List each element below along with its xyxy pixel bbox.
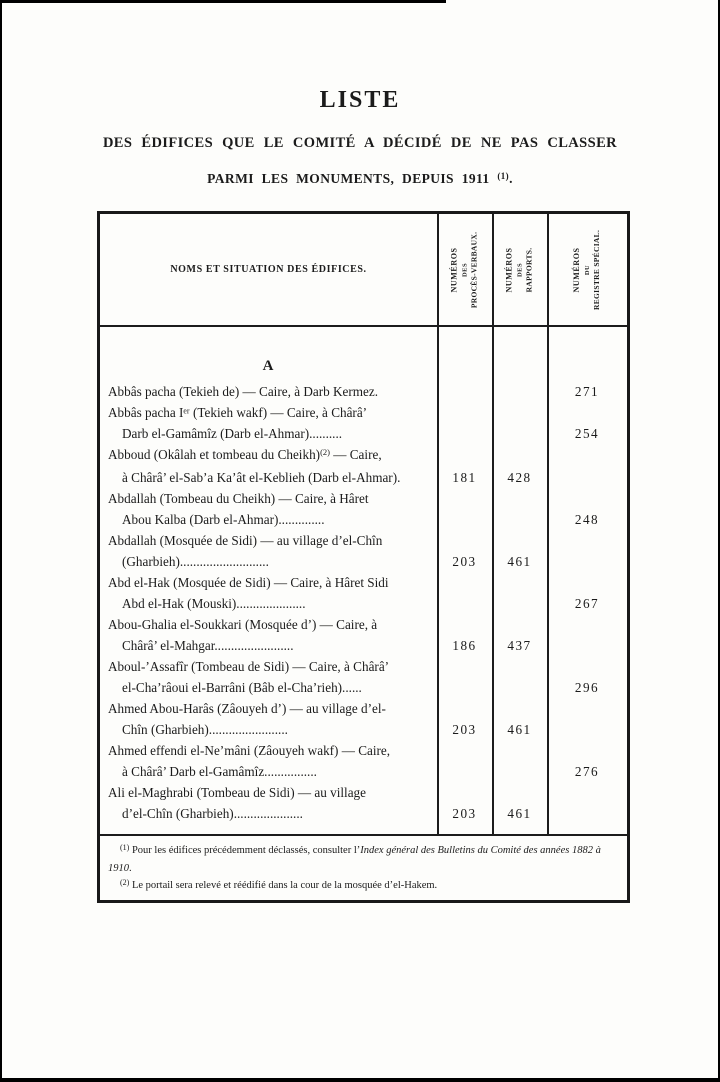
table-row: [100, 381, 627, 402]
edifice-name: [100, 488, 437, 530]
edifice-name: [100, 402, 437, 444]
registre-number: 271: [574, 384, 600, 399]
subtitle-line2: [0, 171, 720, 187]
row-line: Ahmed Abou-Harâs (Zâouyeh d’) — au village d’el-: [108, 701, 386, 716]
column-header-pv: [437, 214, 492, 325]
footnote: [108, 877, 621, 895]
header-word: DES: [516, 262, 524, 277]
section-letter: A: [262, 358, 275, 374]
pv-number: [437, 572, 492, 614]
column-header-registre: [547, 214, 627, 325]
header-word: NUMÉROS: [572, 246, 582, 293]
rapport-number: 461: [507, 806, 532, 821]
scan-edge-left: [0, 0, 2, 1082]
row-line: Abd el-Hak (Mosquée de Sidi) — Caire, à Hâret Sidi: [108, 575, 389, 590]
row-line: Abdallah (Mosquée de Sidi) — au village d’el-Chîn: [108, 533, 383, 548]
row-line: Abd el-Hak (Mouski).....................: [122, 596, 306, 611]
edifice-name: [100, 782, 437, 824]
registre-number: [547, 530, 627, 572]
row-line-text: Abboud (Okâlah et tombeau du Cheikh): [108, 447, 321, 462]
footnote-ref: (1): [120, 843, 130, 852]
table-row: [100, 614, 627, 656]
row-line: Abbâs pacha (Tekieh de) — Caire, à Darb Kermez.: [108, 384, 379, 399]
pv-number: 203: [452, 806, 477, 821]
pv-number: 181: [452, 470, 477, 485]
rapport-number: 461: [507, 722, 532, 737]
footnote-text: Pour les édifices précédemment déclassés, consulter l’: [129, 845, 361, 856]
row-line: (Gharbieh)...........................: [122, 554, 269, 569]
footnote-ref: (2): [120, 878, 130, 887]
page-title: LISTE: [319, 87, 401, 113]
footnote: [108, 842, 621, 877]
row-line: Aboul-’Assafîr (Tombeau de Sidi) — Caire, à Chârâ’: [108, 659, 390, 674]
footnote-period: .: [129, 862, 132, 874]
registre-number: 296: [574, 680, 600, 695]
rapport-number: [492, 740, 547, 782]
subtitle-line2-period: .: [509, 171, 513, 186]
row-line: Abou Kalba (Darb el-Ahmar)..............: [122, 512, 325, 527]
scan-edge-bottom: [0, 1078, 720, 1082]
footnote-text: Le portail sera relevé et réédifié dans la cour de la mosquée d’el-Hakem.: [129, 880, 438, 891]
table-row: [100, 740, 627, 782]
pv-number: [437, 740, 492, 782]
rapport-number: [492, 402, 547, 444]
table-frame: [97, 211, 630, 903]
row-line: Abou-Ghalia el-Soukkari (Mosquée d’) — Caire, à: [108, 617, 378, 632]
table-row: [100, 572, 627, 614]
rapport-number: [492, 572, 547, 614]
subtitle-line1: DES ÉDIFICES QUE LE COMITÉ A DÉCIDÉ DE NE PAS CLASSER: [102, 135, 618, 151]
header-word: NUMÉROS: [449, 246, 459, 293]
subtitle-line2-text: PARMI LES MONUMENTS, DEPUIS 1911: [207, 171, 490, 186]
rapport-number: [492, 381, 547, 402]
header-word: RAPPORTS.: [524, 247, 534, 292]
row-line: [108, 444, 434, 467]
row-line-text: — Caire,: [329, 447, 382, 462]
column-header-rapports-text: [504, 242, 536, 297]
edifice-name: [100, 656, 437, 698]
header-word: PROCÈS-VERBAUX.: [469, 231, 479, 308]
header-word: DES: [461, 262, 469, 277]
edifice-name: [100, 614, 437, 656]
edifice-name: [100, 572, 437, 614]
scan-edge-top: [0, 0, 446, 3]
row-line: Abbâs pacha Iᵉʳ (Tekieh wakf) — Caire, à Chârâ’: [108, 405, 368, 420]
table-row: [100, 402, 627, 444]
registre-number: [547, 444, 627, 488]
row-line: Chârâ’ el-Mahgar........................: [122, 638, 294, 653]
table-row: [100, 444, 627, 488]
pv-number: [437, 488, 492, 530]
rapport-number: [492, 488, 547, 530]
pv-number: [437, 402, 492, 444]
footnotes: [108, 842, 621, 895]
edifice-name: [100, 698, 437, 740]
table-row: [100, 656, 627, 698]
header-word: REGISTRE SPÉCIAL.: [592, 229, 602, 310]
registre-number: [547, 782, 627, 824]
table-row: [100, 698, 627, 740]
pv-number: [437, 381, 492, 402]
rapport-number: [492, 656, 547, 698]
table-row: [100, 488, 627, 530]
edifice-name: [100, 740, 437, 782]
edifice-name: [100, 444, 437, 488]
row-line: Ali el-Maghrabi (Tombeau de Sidi) — au village: [108, 785, 366, 800]
row-line: Ahmed effendi el-Ne’mâni (Zâouyeh wakf) — Caire,: [108, 743, 391, 758]
registre-number: [547, 614, 627, 656]
column-header-names: NOMS ET SITUATION DES ÉDIFICES.: [170, 264, 367, 275]
footnote-ref: (2): [320, 447, 330, 457]
header-word: DU: [583, 264, 591, 275]
row-line: Darb el-Gamâmîz (Darb el-Ahmar)..........: [122, 426, 343, 441]
registre-number: 254: [574, 426, 600, 441]
row-line: Abdallah (Tombeau du Cheikh) — Caire, à Hâret: [108, 491, 369, 506]
header-word: NUMÉROS: [504, 246, 514, 293]
table-row: [100, 782, 627, 824]
rapport-number: 437: [507, 638, 532, 653]
row-line: d’el-Chîn (Gharbieh).....................: [122, 806, 303, 821]
pv-number: [437, 656, 492, 698]
rapport-number: 461: [507, 554, 532, 569]
table-row: [100, 530, 627, 572]
registre-number: 248: [574, 512, 600, 527]
row-line: el-Cha’râoui el-Barrâni (Bâb el-Cha’rieh)......: [122, 680, 362, 695]
row-line: à Chârâ’ Darb el-Gamâmîz................: [122, 764, 317, 779]
pv-number: 186: [452, 638, 477, 653]
table-body: [100, 325, 627, 824]
footnote-italic-text: Index général des Bulletins du Comité des années 1882 à 1910: [108, 845, 601, 874]
row-line: Chîn (Gharbieh)........................: [122, 722, 288, 737]
column-header-registre-text: [571, 229, 603, 309]
pv-number: 203: [452, 722, 477, 737]
registre-number: [547, 698, 627, 740]
edifice-name: [100, 381, 437, 402]
column-header-pv-text: [449, 231, 481, 307]
column-header-rapports: [492, 214, 547, 325]
rapport-number: 428: [507, 470, 532, 485]
subtitle-note-ref: (1): [497, 171, 510, 181]
registre-number: 267: [574, 596, 600, 611]
edifice-name: [100, 530, 437, 572]
registre-number: 276: [574, 764, 600, 779]
pv-number: 203: [452, 554, 477, 569]
footnote-rule: [100, 834, 627, 836]
row-line: à Chârâ’ el-Sab’a Ka’ât el-Keblieh (Darb el-Ahmar).: [122, 470, 401, 485]
